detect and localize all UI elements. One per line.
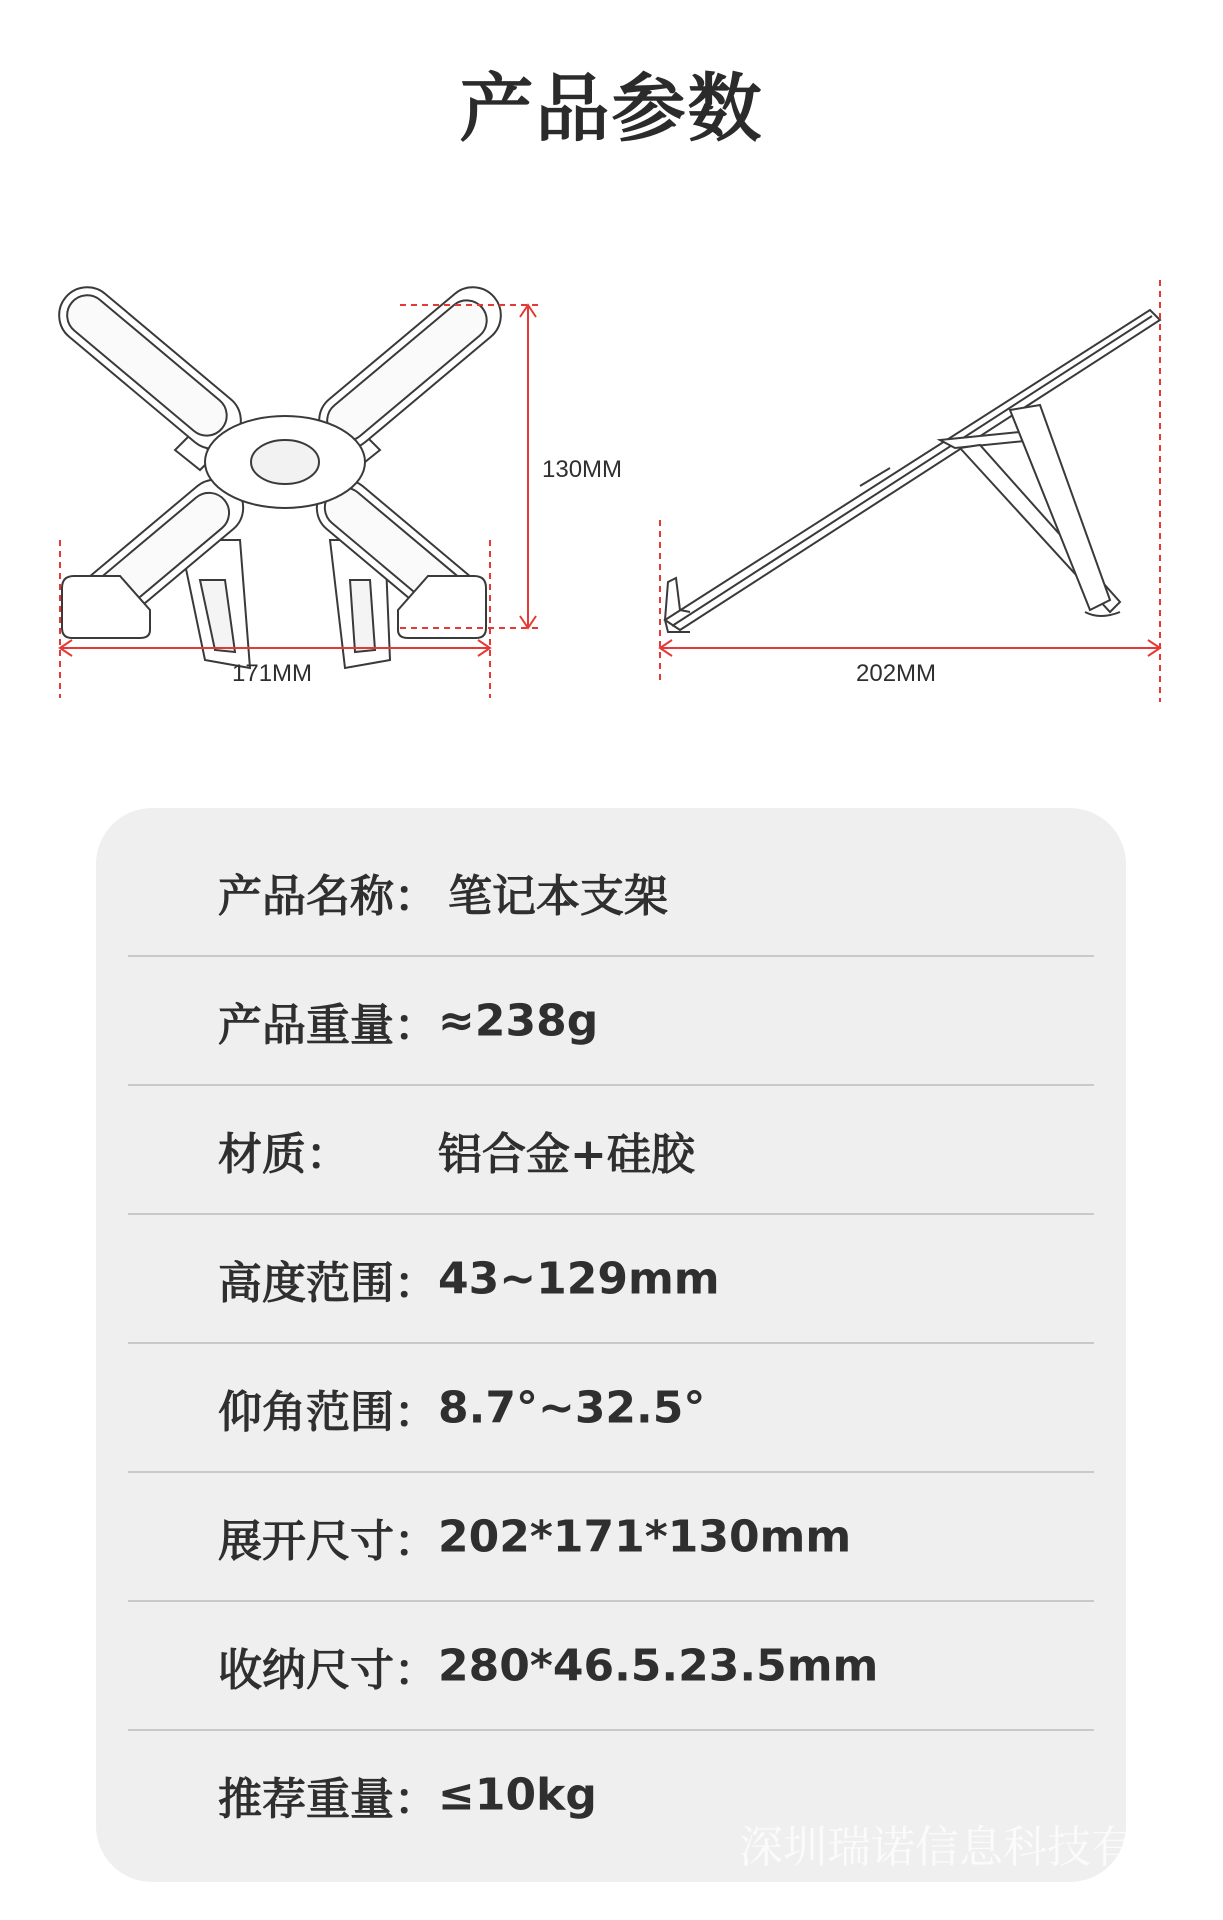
- spec-value: 202*171*130mm: [438, 1511, 852, 1562]
- side-length-label: 202MM: [856, 660, 937, 687]
- spec-label: 展开尺寸：: [218, 1515, 438, 1567]
- side-view-dimensions: [660, 280, 1160, 702]
- front-width-label: 171MM: [232, 660, 313, 687]
- spec-value: 铝合金+硅胶: [438, 1128, 695, 1180]
- spec-row-height-range: [128, 1215, 1094, 1344]
- spec-value: ≈238g: [438, 995, 599, 1046]
- side-view-drawing: [665, 310, 1160, 632]
- spec-label: 产品重量：: [218, 999, 438, 1051]
- company-watermark: 深圳瑞诺信息科技有限公: [739, 1822, 1223, 1873]
- front-height-label: 130MM: [542, 456, 623, 483]
- spec-value: 43~129mm: [438, 1253, 720, 1304]
- spec-label: 推荐重量：: [218, 1773, 438, 1825]
- product-dimension-diagram: [0, 240, 1223, 720]
- spec-label: 高度范围：: [218, 1257, 438, 1309]
- spec-row-angle-range: [128, 1344, 1094, 1473]
- spec-row-folded-size: [128, 1602, 1094, 1731]
- spec-value: ≤10kg: [438, 1769, 597, 1820]
- spec-label: 材质：: [218, 1128, 350, 1180]
- front-view-drawing: [48, 276, 513, 668]
- spec-row-product-name: [128, 828, 1094, 957]
- spec-value: 8.7°~32.5°: [438, 1382, 706, 1433]
- specs-panel: [96, 808, 1126, 1882]
- spec-label: 仰角范围：: [218, 1386, 438, 1438]
- spec-value: 280*46.5.23.5mm: [438, 1640, 879, 1691]
- spec-value: 笔记本支架: [448, 870, 668, 922]
- spec-label: 产品名称：: [218, 870, 438, 922]
- spec-row-material: [128, 1086, 1094, 1215]
- spec-row-weight: [128, 957, 1094, 1086]
- spec-row-unfolded-size: [128, 1473, 1094, 1602]
- page-title: 产品参数: [459, 66, 764, 152]
- spec-label: 收纳尺寸：: [218, 1644, 438, 1696]
